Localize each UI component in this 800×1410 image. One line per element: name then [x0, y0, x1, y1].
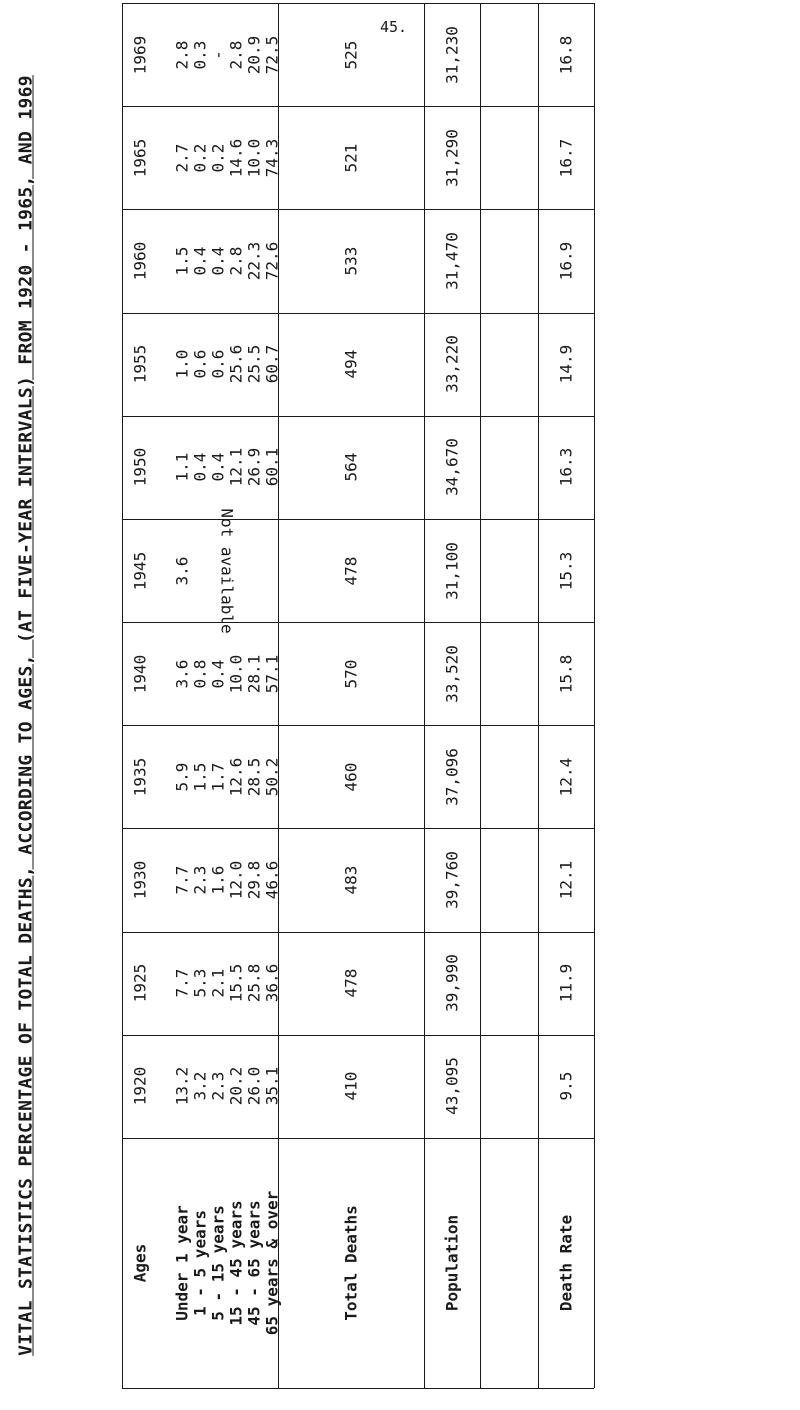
age-value-cell-text: 2.8 — [172, 40, 192, 70]
age-value-cell-text: 20.2 — [226, 1067, 246, 1106]
age-value-cell-text: 2.3 — [208, 1071, 228, 1101]
age-value-cell-text: 74.3 — [262, 138, 282, 178]
total-deaths-cell-text: 483 — [341, 865, 361, 895]
statistics-table — [122, 3, 594, 1388]
age-value-cell-text: 72.6 — [262, 241, 282, 281]
population-label-text: Population — [442, 1214, 462, 1312]
population-label — [432, 1138, 472, 1388]
age-value-cell-text: 25.5 — [244, 344, 264, 384]
age-value-cell — [242, 211, 302, 311]
total-deaths-cell — [321, 1036, 381, 1136]
age-value-cell-text: 50.2 — [262, 757, 282, 797]
total-deaths-cell-text: 533 — [341, 246, 361, 276]
total-deaths-cell — [321, 933, 381, 1033]
age-value-cell-text: 25.8 — [244, 963, 264, 1003]
total-deaths-cell — [321, 417, 381, 517]
age-value-cell — [242, 314, 302, 414]
age-value-cell — [242, 830, 302, 930]
death-rate-cell-text: 9.5 — [556, 1071, 576, 1101]
age-value-cell-text: - — [208, 49, 228, 60]
total-deaths-cell — [321, 521, 381, 621]
age-value-cell-text: 2.7 — [172, 143, 192, 173]
population-cell — [422, 1036, 482, 1136]
age-value-cell-text: 1.7 — [208, 762, 228, 792]
page-title: VITAL STATISTICS PERCENTAGE OF TOTAL DEATHS, ACCORDING TO AGES, (AT FIVE-YEAR INTERVALS) FROM 1920 - 1965, AND 1969 — [15, 75, 37, 1356]
total-deaths-cell — [321, 830, 381, 930]
age-value-cell-text: 0.3 — [190, 40, 210, 70]
age-value-cell-text: 28.5 — [244, 757, 264, 797]
ages-header — [122, 1138, 158, 1388]
age-value-cell-text: 12.0 — [226, 860, 246, 900]
death-rate-cell — [536, 624, 596, 724]
total-deaths-label — [331, 1138, 371, 1388]
population-cell — [422, 108, 482, 208]
death-rate-cell — [536, 417, 596, 517]
population-cell-text: 37,096 — [442, 747, 462, 806]
population-cell-text: 31,230 — [442, 25, 462, 84]
death-rate-cell — [536, 108, 596, 208]
population-cell-text: 33,520 — [442, 644, 462, 703]
death-rate-cell-text: 16.7 — [556, 138, 576, 178]
age-value-cell — [242, 727, 302, 827]
total-deaths-label-text: Total Deaths — [341, 1205, 361, 1321]
age-value-cell-text: 5.3 — [190, 968, 210, 998]
year-cell-text: 1930 — [130, 860, 150, 900]
not-available-note — [182, 507, 272, 634]
death-rate-cell-text: 16.3 — [556, 448, 576, 487]
total-deaths-cell — [321, 624, 381, 724]
age-value-cell-text: 72.5 — [262, 35, 282, 74]
population-cell — [422, 417, 482, 517]
age-value-cell — [242, 108, 302, 208]
death-rate-cell — [536, 5, 596, 105]
age-value-cell-text: 12.1 — [226, 448, 246, 487]
total-deaths-cell-text: 525 — [341, 40, 361, 70]
age-value-cell — [242, 624, 302, 724]
population-cell — [422, 5, 482, 105]
total-deaths-cell — [321, 108, 381, 208]
age-value-cell-text: 0.4 — [190, 246, 210, 276]
total-deaths-cell-text: 478 — [341, 968, 361, 998]
age-value-cell-text: 0.4 — [190, 452, 210, 482]
age-value-cell-text: 57.1 — [262, 654, 282, 693]
age-group-label-text: 1 - 5 years — [190, 1210, 210, 1316]
total-deaths-cell-text: 494 — [341, 349, 361, 379]
total-deaths-cell — [321, 314, 381, 414]
death-rate-cell-text: 12.1 — [556, 860, 576, 900]
age-value-cell-text: 7.7 — [172, 865, 192, 895]
year-cell-text: 1940 — [130, 654, 150, 693]
table-rule — [122, 209, 594, 210]
age-value-cell-text: 10.0 — [226, 654, 246, 693]
age-value-cell-text: 1.5 — [172, 246, 192, 276]
age-group-label-text: 45 - 65 years — [244, 1200, 264, 1326]
year-cell-text: 1925 — [130, 963, 150, 1003]
death-rate-cell-text: 11.9 — [556, 963, 576, 1003]
age-value-cell-text: 1.6 — [208, 865, 228, 895]
year-cell-text: 1950 — [130, 448, 150, 487]
age-value-cell — [242, 1036, 302, 1136]
age-value-cell-text: 46.6 — [262, 860, 282, 900]
death-rate-cell-text: 16.9 — [556, 241, 576, 281]
age-value-cell-text: 0.4 — [208, 659, 228, 689]
age-group-label-text: 5 - 15 years — [208, 1205, 228, 1321]
age-value-cell-text: 60.7 — [262, 344, 282, 384]
age-value-cell-text: 2.8 — [226, 40, 246, 70]
age-value-cell-text: 2.1 — [208, 968, 228, 998]
year-cell-text: 1935 — [130, 757, 150, 797]
table-rule — [122, 828, 594, 829]
age-value-cell-text: 1.0 — [172, 349, 192, 379]
age-group-label-text: Under 1 year — [172, 1205, 192, 1321]
total-deaths-cell-text: 478 — [341, 556, 361, 585]
total-deaths-cell — [321, 727, 381, 827]
age-value-cell-text: 35.1 — [262, 1067, 282, 1106]
age-value-cell-text: 3.2 — [190, 1071, 210, 1101]
age-value-cell-text: 22.3 — [244, 241, 264, 281]
age-value-cell — [242, 933, 302, 1033]
death-rate-label — [546, 1138, 586, 1388]
population-cell — [422, 624, 482, 724]
population-cell — [422, 830, 482, 930]
age-value-cell-text: 7.7 — [172, 968, 192, 998]
age-value-cell-text: 2.3 — [190, 865, 210, 895]
age-value-cell-text: 26.0 — [244, 1067, 264, 1106]
death-rate-cell — [536, 933, 596, 1033]
death-rate-cell-text: 15.8 — [556, 654, 576, 693]
year-cell-text: 1965 — [130, 138, 150, 178]
year-cell-text: 1945 — [130, 551, 150, 590]
total-deaths-cell-text: 564 — [341, 452, 361, 482]
age-value-cell-text: 15.5 — [226, 963, 246, 1003]
age-value-cell-text: 2.8 — [226, 246, 246, 276]
population-cell — [422, 727, 482, 827]
population-cell-text: 31,290 — [442, 128, 462, 187]
age-value-cell-text: 5.9 — [172, 762, 192, 792]
age-value-cell-text: 0.8 — [190, 659, 210, 689]
not-available-text: Not available — [217, 507, 237, 634]
death-rate-cell — [536, 727, 596, 827]
population-cell-text: 33,220 — [442, 335, 462, 394]
age-value-cell-text: 26.9 — [244, 448, 264, 487]
age-value-cell-text: 0.2 — [208, 143, 228, 173]
age-group-label-text: 15 - 45 years — [226, 1200, 246, 1326]
population-cell — [422, 211, 482, 311]
age-value-cell-text: 12.6 — [226, 757, 246, 797]
age-value-cell-text: 0.6 — [208, 349, 228, 379]
age-group-label — [260, 1138, 284, 1388]
age-value-cell-text: 29.8 — [244, 860, 264, 900]
total-deaths-cell-text: 410 — [341, 1071, 361, 1101]
year-cell-text: 1955 — [130, 344, 150, 384]
age-value-cell — [242, 417, 302, 517]
age-value-cell-text: 13.2 — [172, 1067, 192, 1106]
death-rate-cell — [536, 211, 596, 311]
population-cell-text: 31,470 — [442, 232, 462, 290]
age-value-cell-text: 20.9 — [244, 35, 264, 74]
page-number: 45. — [380, 18, 408, 36]
population-cell — [422, 933, 482, 1033]
age-value-cell-text: 1.5 — [190, 762, 210, 792]
age-value-cell-text: 3.6 — [172, 556, 192, 585]
age-value-cell-text: 25.6 — [226, 344, 246, 384]
population-cell-text: 34,670 — [442, 438, 462, 497]
age-group-label-text: 65 years & over — [262, 1190, 282, 1336]
age-value-cell — [242, 5, 302, 105]
population-cell-text: 31,100 — [442, 541, 462, 600]
death-rate-cell-text: 14.9 — [556, 344, 576, 384]
year-cell-text: 1920 — [130, 1067, 150, 1106]
population-cell-text: 39,760 — [442, 851, 462, 909]
population-cell-text: 39,990 — [442, 954, 462, 1013]
death-rate-cell-text: 12.4 — [556, 757, 576, 797]
age-value-cell-text: 0.2 — [190, 143, 210, 173]
ages-header-text: Ages — [130, 1243, 150, 1283]
age-value-cell-text: 3.6 — [172, 659, 192, 689]
population-cell-text: 43,095 — [442, 1057, 462, 1116]
death-rate-cell — [536, 314, 596, 414]
age-value-cell-text: 1.1 — [172, 452, 192, 482]
age-value-cell-text: 14.6 — [226, 138, 246, 178]
year-cell-text: 1969 — [130, 35, 150, 74]
death-rate-cell — [536, 830, 596, 930]
death-rate-cell-text: 15.3 — [556, 551, 576, 590]
age-value-cell-text: 36.6 — [262, 963, 282, 1003]
age-value-cell-text: 0.6 — [190, 349, 210, 379]
age-value-cell-text: 0.4 — [208, 246, 228, 276]
table-rule — [122, 1388, 594, 1389]
total-deaths-cell — [321, 5, 381, 105]
death-rate-cell — [536, 521, 596, 621]
total-deaths-cell-text: 460 — [341, 762, 361, 792]
total-deaths-cell-text: 570 — [341, 659, 361, 689]
total-deaths-cell-text: 521 — [341, 143, 361, 173]
death-rate-cell — [536, 1036, 596, 1136]
death-rate-label-text: Death Rate — [556, 1214, 576, 1312]
population-cell — [422, 314, 482, 414]
table-rule — [122, 725, 594, 726]
age-value-cell-text: 60.1 — [262, 448, 282, 487]
total-deaths-cell — [321, 211, 381, 311]
age-value-cell-text: 0.4 — [208, 452, 228, 482]
population-cell — [422, 521, 482, 621]
age-value-cell-text: 10.0 — [244, 138, 264, 178]
year-cell-text: 1960 — [130, 241, 150, 281]
death-rate-cell-text: 16.8 — [556, 35, 576, 74]
age-value-cell-text: 28.1 — [244, 654, 264, 693]
